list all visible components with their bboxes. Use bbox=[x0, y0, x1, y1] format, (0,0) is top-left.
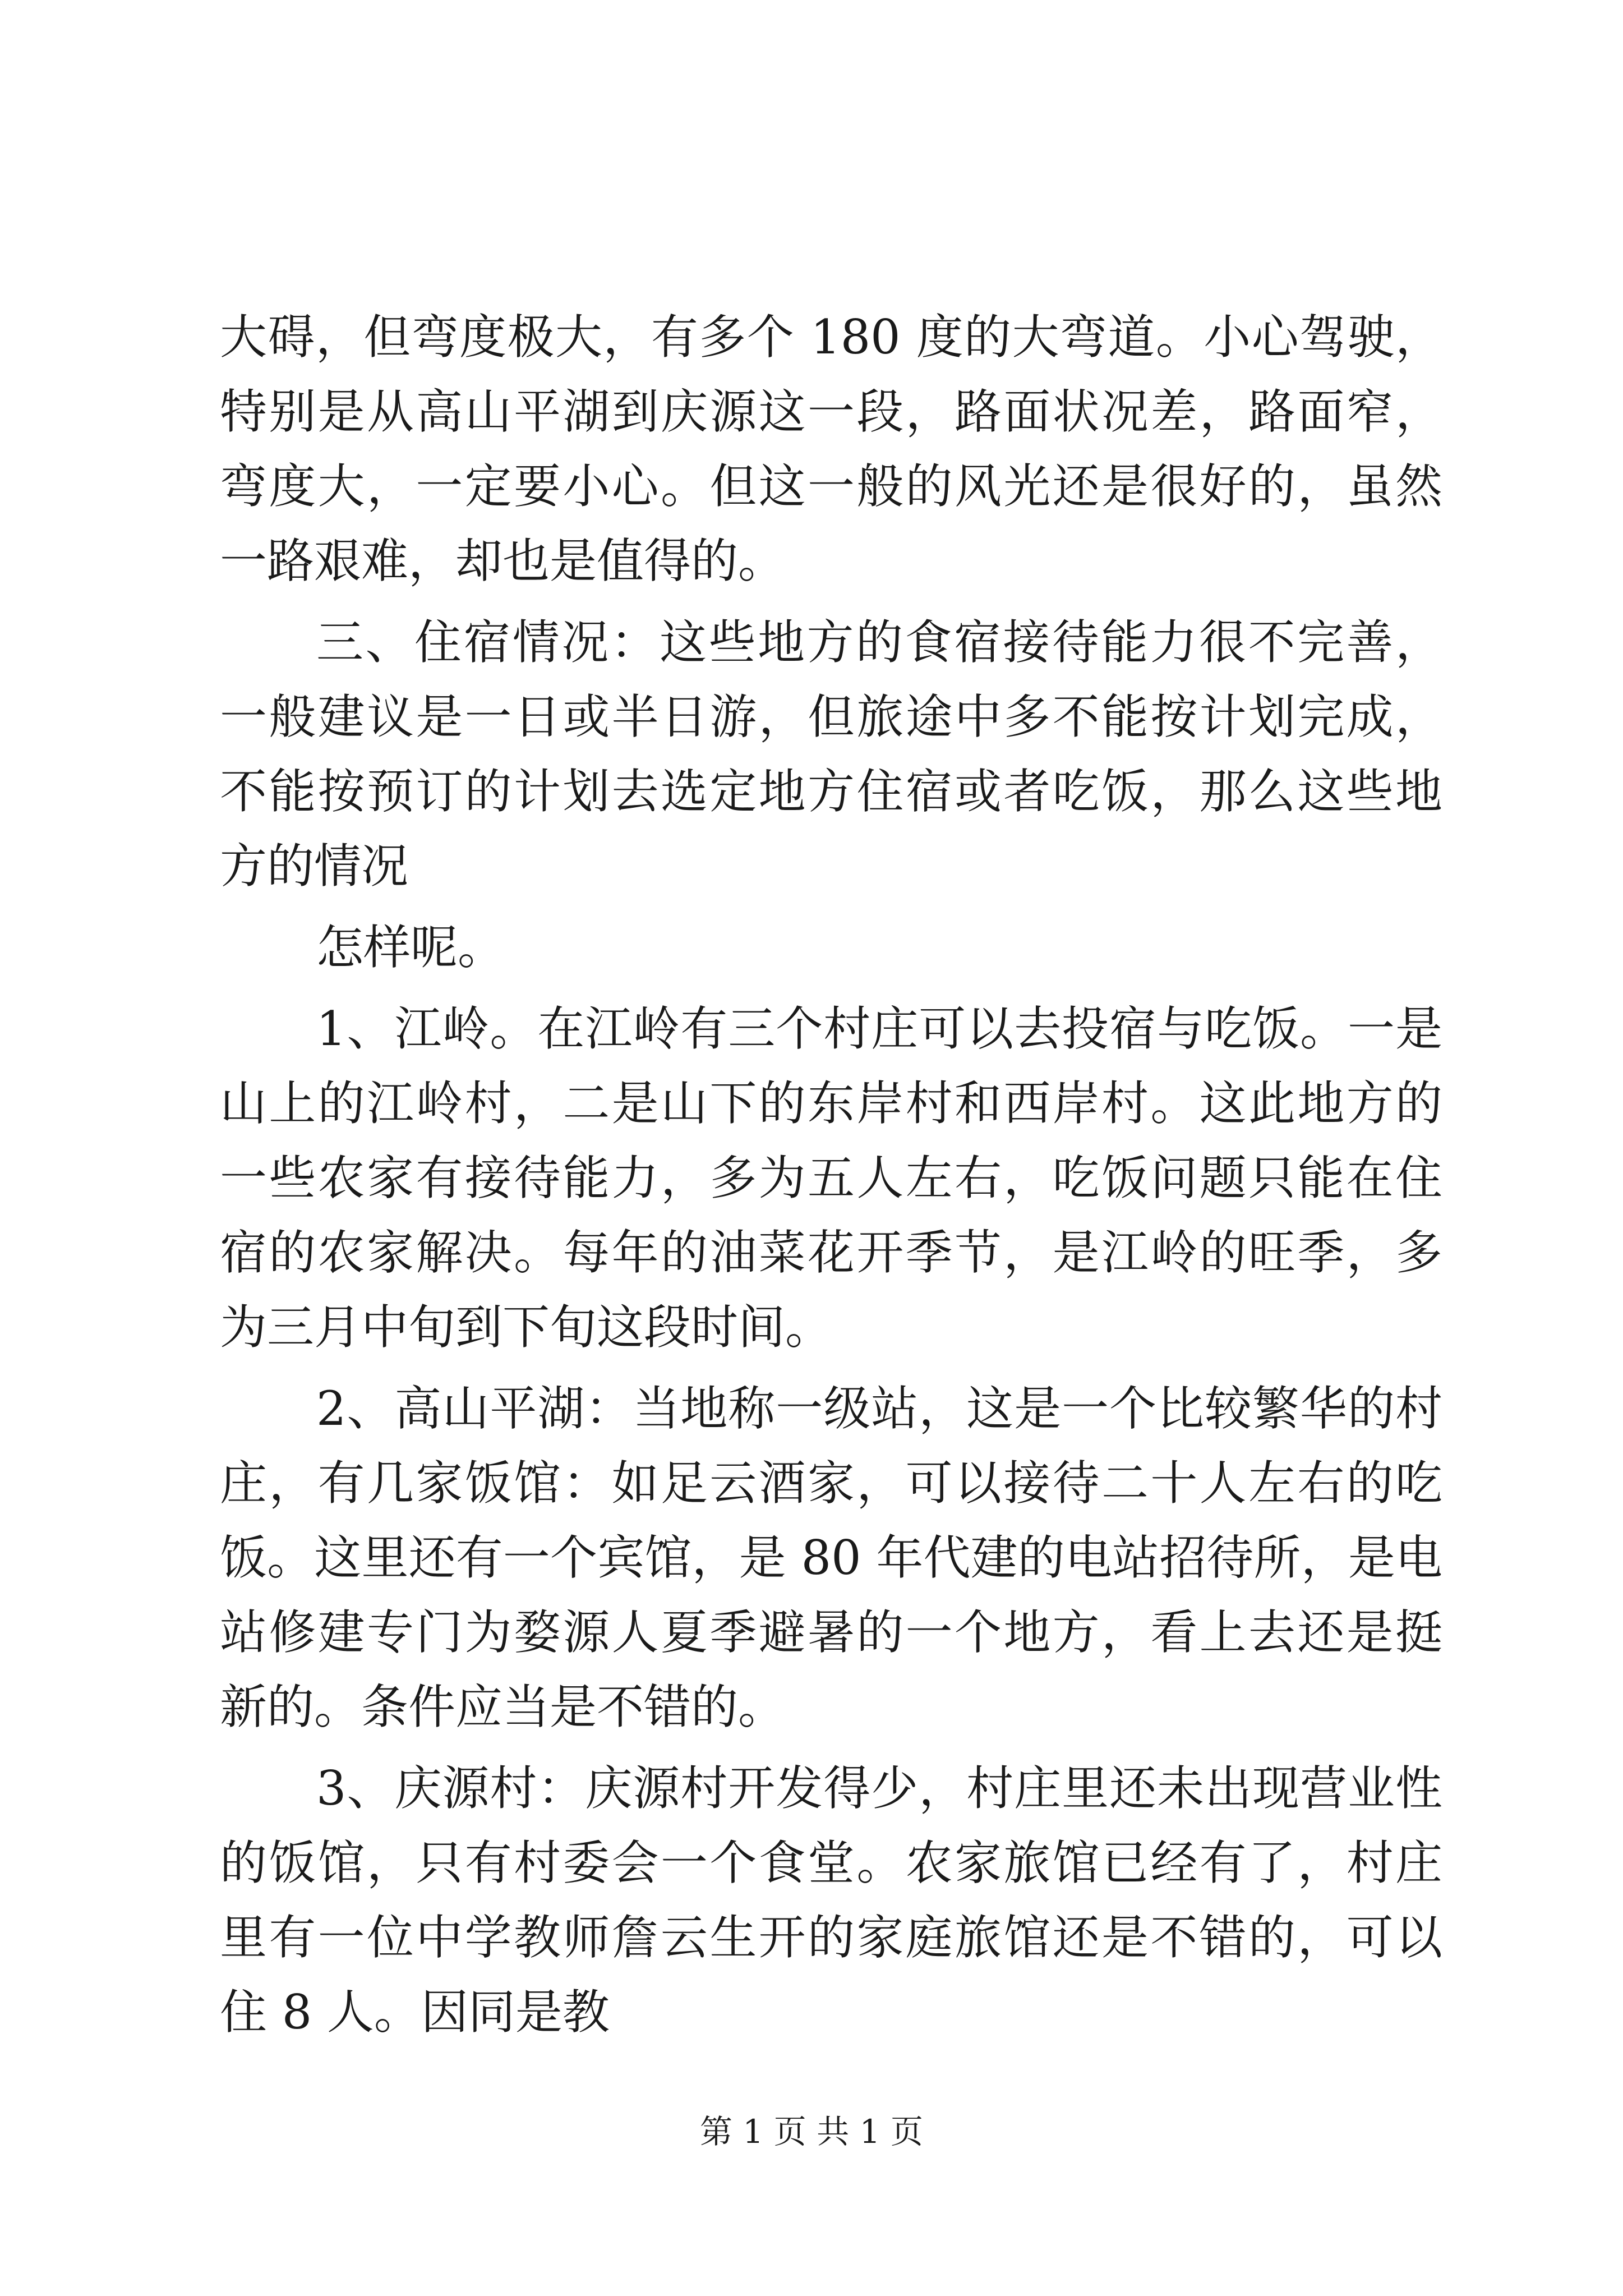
paragraph-accommodation-continued: 怎样呢。 bbox=[316, 920, 505, 975]
document-body bbox=[220, 300, 1442, 2056]
paragraph-accommodation-heading: 三、住宿情况：这些地方的食宿接待能力很不完善，一般建议是一日或半日游，但旅途中多不能按计划完成，不能按预订的计划去选定地方住宿或者吃饭，那么这些地方的情况 bbox=[220, 615, 1442, 894]
paragraph-jiangling: 1、江岭。在江岭有三个村庄可以去投宿与吃饭。一是山上的江岭村，二是山下的东岸村和西岸村。这此地方的一些农家有接待能力，多为五人左右，吃饭问题只能在住宿的农家解决。每年的油菜花开季节，是江岭的旺季，多为三月中旬到下旬这段时间。 bbox=[220, 1001, 1442, 1355]
paragraph-road-conditions: 大碍，但弯度极大，有多个 180 度的大弯道。小心驾驶，特别是从高山平湖到庆源这一段，路面状况差，路面窄，弯度大，一定要小心。但这一般的风光还是很好的，虽然一路艰难，却也是值得的。 bbox=[220, 310, 1442, 588]
page-footer: 第 1 页 共 1 页 bbox=[700, 2113, 923, 2151]
paragraph-qingyuan-village: 3、庆源村：庆源村开发得少，村庄里还未出现营业性的饭馆，只有村委会一个食堂。农家旅馆已经有了，村庄里有一位中学教师詹云生开的家庭旅馆还是不错的，可以住 8 人。因同是教 bbox=[220, 1761, 1442, 2040]
paragraph-gaoshan-pinghu: 2、高山平湖：当地称一级站，这是一个比较繁华的村庄，有几家饭馆：如足云酒家，可以接待二十人左右的吃饭。这里还有一个宾馆，是 80 年代建的电站招待所，是电站修建专门为婺源人夏季避暑的一个地方，看上去还是挺新的。条件应当是不错的。 bbox=[220, 1381, 1442, 1734]
